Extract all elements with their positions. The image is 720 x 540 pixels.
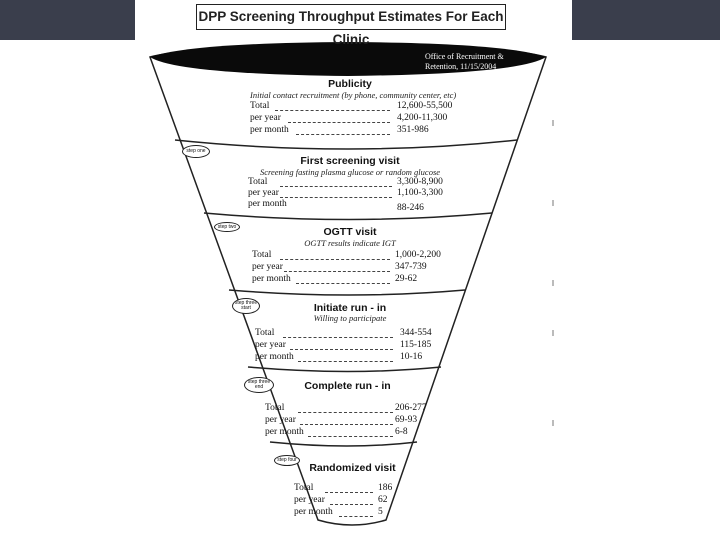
leader-dots [298,361,393,362]
complete-run-in-year-label: per year [265,415,296,425]
diagram-title: DPP Screening Throughput Estimates For Each Clinic [196,4,506,30]
first-screening-total-value: 3,300-8,900 [397,177,443,187]
randomized-year-value: 62 [378,495,388,505]
leader-dots [296,283,390,284]
leader-dots [284,271,390,272]
initiate-run-in-total-value: 344-554 [400,328,432,338]
complete-run-in-month-label: per month [265,427,304,437]
randomized-total-label: Total [294,483,314,493]
randomized-total-value: 186 [378,483,393,493]
first-screening-total-label: Total [248,177,268,187]
stage-subtitle-publicity: Initial contact recruitment (by phone, community center, etc) [250,90,457,100]
initiate-run-in-year-value: 115-185 [400,340,432,350]
stage-title-publicity: Publicity [328,78,372,90]
header-accent-line [595,40,665,42]
publicity-month-label: per month [250,125,289,135]
first-screening-month-value: 88-246 [397,203,424,213]
leader-dots [325,492,373,493]
complete-run-in-total-value: 206-277 [395,403,427,413]
first-screening-month-label: per month [248,199,287,209]
stage-title-complete-run-in: Complete run - in [304,380,391,392]
stage-subtitle-first-screening: Screening fasting plasma glucose or random glucose [259,167,441,177]
publicity-month-value: 351-986 [397,125,429,135]
leader-dots [280,197,392,198]
initiate-run-in-year-label: per year [255,340,286,350]
leader-dots [296,134,390,135]
scan-mark [552,280,554,286]
leader-dots [290,349,393,350]
stage-subtitle-ogtt: OGTT results indicate IGT [304,238,396,248]
ogtt-year-label: per year [252,262,283,272]
publicity-total-value: 12,600-55,500 [397,101,453,111]
step-badge-three-end: step three end [244,377,274,393]
scan-mark [552,330,554,336]
complete-run-in-month-value: 6-8 [395,427,408,437]
leader-dots [280,186,392,187]
publicity-total-label: Total [250,101,270,111]
leader-dots [330,504,373,505]
scan-mark [552,120,554,126]
randomized-month-label: per month [294,507,333,517]
scan-mark [552,420,554,426]
leader-dots [339,516,373,517]
stage-title-ogtt: OGTT visit [323,226,377,238]
initiate-run-in-month-label: per month [255,352,294,362]
randomized-month-value: 5 [378,507,383,517]
stage-subtitle-initiate-run-in: Willing to participate [313,313,387,323]
stage-title-randomized: Randomized visit [309,462,396,474]
office-note: Office of Recruitment & Retention, 11/15/2004 [425,52,504,71]
step-badge-one: step one [182,145,210,158]
leader-dots [298,412,393,413]
first-screening-year-label: per year [248,188,279,198]
leader-dots [275,110,390,111]
initiate-run-in-month-value: 10-16 [400,352,423,362]
first-screening-year-value: 1,100-3,300 [397,188,443,198]
ogtt-total-label: Total [252,250,272,260]
publicity-year-value: 4,200-11,300 [397,113,448,123]
leader-dots [280,259,390,260]
ogtt-month-value: 29-62 [395,274,418,284]
leader-dots [308,436,393,437]
leader-dots [300,424,393,425]
stage-title-initiate-run-in: Initiate run - in [313,302,387,314]
complete-run-in-total-label: Total [265,403,285,413]
step-badge-two: step two [214,222,240,232]
step-badge-three-start: step three start [232,298,260,314]
ogtt-year-value: 347-739 [395,262,427,272]
leader-dots [283,337,393,338]
ogtt-total-value: 1,000-2,200 [395,250,441,260]
step-badge-four: step four [274,455,300,466]
leader-dots [288,122,390,123]
ogtt-month-label: per month [252,274,291,284]
scan-mark [552,200,554,206]
complete-run-in-year-value: 69-93 [395,415,418,425]
randomized-year-label: per year [294,495,325,505]
publicity-year-label: per year [250,113,281,123]
funnel-body [150,45,546,525]
stage-title-first-screening: First screening visit [300,155,400,167]
header-accent-dash [572,43,582,45]
initiate-run-in-total-label: Total [255,328,275,338]
